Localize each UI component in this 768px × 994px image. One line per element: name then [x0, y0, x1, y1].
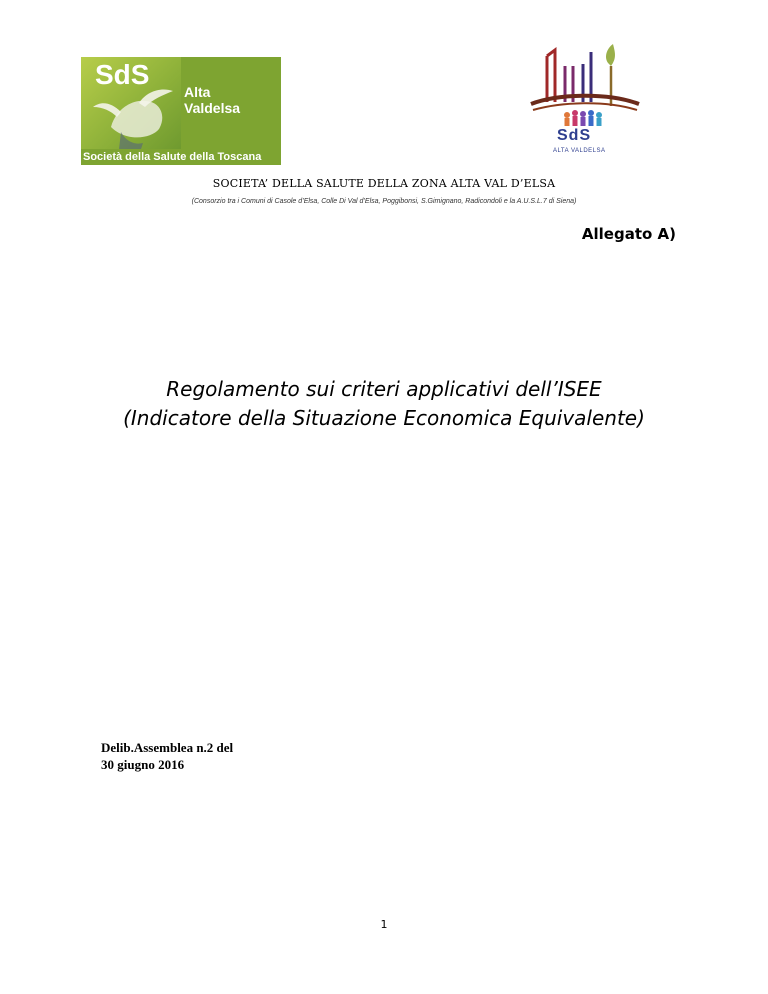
deliberation-note	[101, 739, 233, 773]
title-line-1: Regolamento sui criteri applicativi dell’ISEE	[166, 377, 602, 401]
document-title	[0, 375, 768, 433]
annex-label: Allegato A)	[581, 225, 676, 243]
logo-place: Alta Valdelsa	[184, 84, 241, 116]
deliberation-line-2: 30 giugno 2016	[101, 757, 185, 772]
title-line-2: (Indicatore della Situazione Economica Equivalente)	[123, 406, 645, 430]
page-number: 1	[380, 918, 388, 931]
consortium-subheading: (Consorzio tra i Comuni di Casole d’Elsa, Colle Di Val d’Elsa, Poggibonsi, S.Gimignano, Radicondoli e la A.U.S.L.7 di Siena)	[191, 198, 577, 205]
logo-right-acronym: SdS	[557, 127, 592, 144]
sds-colorful-logo	[527, 44, 647, 162]
deliberation-line-1: Delib.Assemblea n.2 del	[101, 740, 234, 755]
logo-acronym: SdS	[95, 59, 150, 90]
logo-right-place: ALTA VALDELSA	[553, 148, 606, 154]
logo-caption: Società della Salute della Toscana	[83, 151, 262, 163]
sds-alta-valdelsa-logo	[81, 57, 281, 165]
organization-heading: SOCIETA’ DELLA SALUTE DELLA ZONA ALTA VAL D’ELSA	[212, 177, 556, 190]
